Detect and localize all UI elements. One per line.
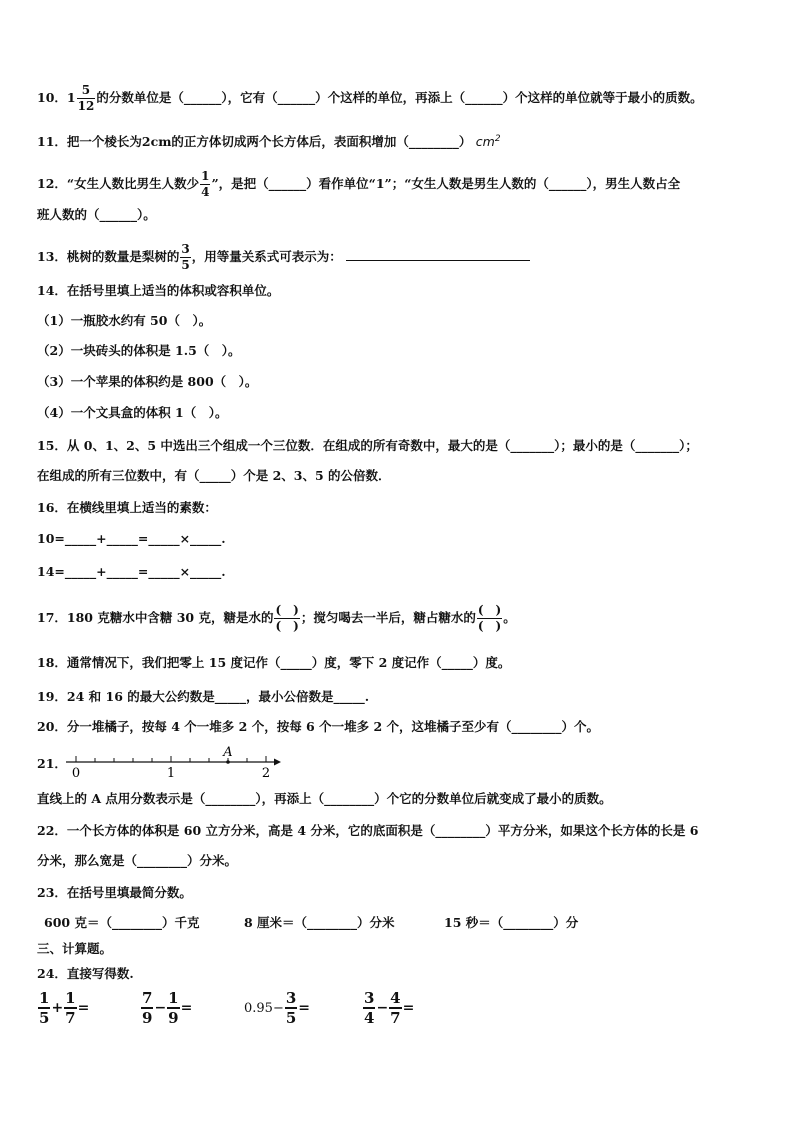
question-18: 18．通常情况下，我们把零上 15 度记作（_____）度，零下 2 度记作（_____）度。 — [37, 655, 511, 670]
question-15-cont: 在组成的所有三位数中，有（_____）个是 2、3、5 的公倍数． — [37, 468, 391, 483]
question-10: 10．1 $\frac{5}{12}$ 的分数单位是（______），它有（______）个这样的单位，再添上（______）个这样的单位就等于最小的质数。 — [37, 83, 703, 113]
question-13: 13．桃树的数量是梨树的 $\frac{3}{5}$ ，用等量关系式可表示为： — [37, 243, 764, 272]
calc-item: 0.95− $\frac{3}{5}$ = — [244, 989, 311, 1027]
question-21: 直线上的 A 点用分数表示是（________），再添上（________）个它的分数单位后就变成了最小的质数。 — [37, 791, 612, 806]
tick-label: 0 — [71, 766, 81, 780]
fraction: $\frac{1}{4}$ — [201, 169, 210, 199]
question-16-line: 14=_____+_____=_____×_____. — [37, 564, 226, 579]
fraction: $\frac{5}{12}$ — [77, 83, 95, 113]
question-22-cont: 分米，那么宽是（________）分米。 — [37, 853, 238, 868]
question-19: 19．24 和 16 的最大公约数是_____，最小公倍数是_____. — [37, 689, 370, 704]
fraction: $\frac{3}{5}$ — [181, 242, 190, 272]
question-17: 17．180 克糖水中含糖 30 克，糖是水的 $\frac{( )}{( )}$ ；搅匀喝去一半后，糖占糖水的 $\frac{( )}{( )}$ 。 — [37, 603, 516, 633]
point-a-label: A — [223, 746, 233, 760]
number-line — [62, 746, 282, 780]
calc-item: $\frac{7}{9}$ − $\frac{1}{9}$ = — [142, 989, 193, 1027]
answer-line[interactable] — [346, 248, 530, 261]
question-12: 12．“女生人数比男生人数少 $\frac{1}{4}$ ”，是把（______）看作单位“1”；“女生人数是男生人数的（______），男生人数占全 — [37, 169, 681, 199]
unit-cm2: $cm^2$ — [475, 134, 501, 150]
question-24-title: 24．直接写得数. — [37, 966, 134, 981]
point-a — [226, 760, 230, 764]
question-23-title: 23．在括号里填最简分数。 — [37, 885, 192, 900]
question-14-title: 14．在括号里填上适当的体积或容积单位。 — [37, 283, 280, 298]
section-title: 三、计算题。 — [37, 941, 113, 956]
question-14-item: （4）一个文具盒的体积 1（ ）。 — [37, 405, 228, 420]
question-14-item: （1）一瓶胶水约有 50（ ）。 — [37, 313, 212, 328]
question-20: 20．分一堆橘子，按每 4 个一堆多 2 个，按每 6 个一堆多 2 个，这堆橘子至少有（________）个。 — [37, 719, 600, 734]
question-21-number: 21． — [37, 756, 67, 771]
question-16-title: 16．在横线里填上适当的素数： — [37, 500, 217, 515]
question-12-cont: 班人数的（______）。 — [37, 207, 156, 222]
tick-label: 1 — [166, 766, 176, 780]
calc-item: $\frac{1}{5}$ + $\frac{1}{7}$ = — [39, 989, 90, 1027]
fraction-blank[interactable]: $\frac{( )}{( )}$ — [477, 603, 502, 633]
calc-item: $\frac{3}{4}$ − $\frac{4}{7}$ = — [364, 989, 415, 1027]
question-22: 22．一个长方体的体积是 60 立方分米，高是 4 分米，它的底面积是（________）平方分米，如果这个长方体的长是 6 — [37, 823, 699, 838]
question-14-item: （3）一个苹果的体积约是 800（ ）。 — [37, 374, 258, 389]
question-23-item: 15 秒＝（________）分 — [444, 915, 579, 930]
tick-label: 2 — [261, 766, 271, 780]
question-23-item: 600 克＝（________）千克 — [44, 915, 200, 930]
fraction-blank[interactable]: $\frac{( )}{( )}$ — [275, 603, 299, 633]
question-11: 11．把一个棱长为2cm的正方体切成两个长方体后，表面积增加（________） $cm^2$ — [37, 134, 501, 150]
question-16-line: 10=_____+_____=_____×_____. — [37, 531, 226, 546]
question-23-item: 8 厘米＝（________）分米 — [244, 915, 395, 930]
question-15: 15．从 0、1、2、5 中选出三个组成一个三位数．在组成的所有奇数中，最大的是（_______）；最小的是（_______）； — [37, 438, 698, 453]
question-14-item: （2）一块砖头的体积是 1.5（ ）。 — [37, 343, 241, 358]
